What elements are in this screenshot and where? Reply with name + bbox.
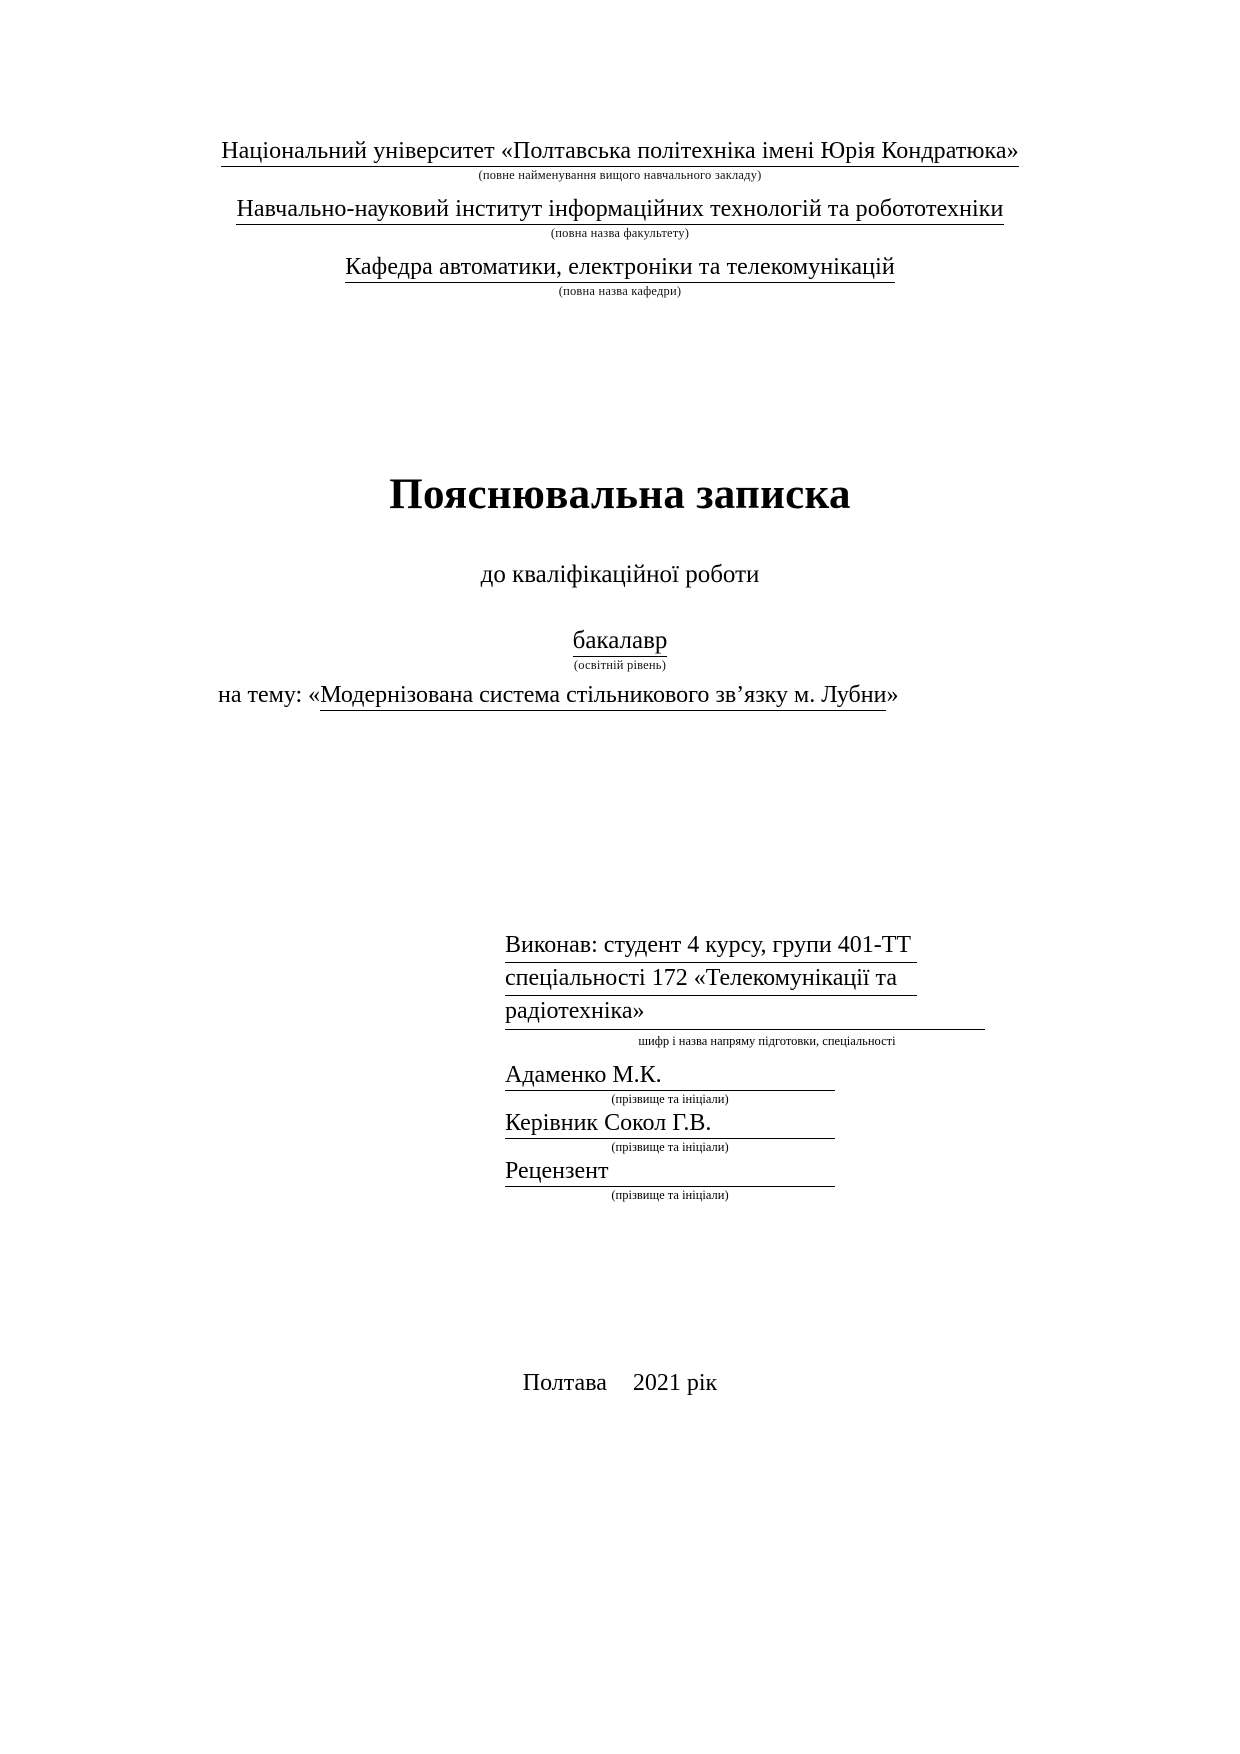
author-details (505, 930, 995, 1049)
supervisor-name: Керівник Сокол Г.В. (505, 1110, 835, 1139)
degree-group (0, 627, 1240, 673)
author-line-1: Виконав: студент 4 курсу, групи 401-ТТ (505, 930, 917, 963)
university-caption: (повне найменування вищого навчального закладу) (478, 168, 762, 182)
topic-suffix: » (886, 682, 899, 708)
faculty-caption: (повна назва факультету) (550, 226, 690, 240)
institution-header (0, 138, 1240, 312)
reviewer-name: Рецензент (505, 1158, 835, 1187)
degree-value: бакалавр (573, 627, 668, 657)
topic-prefix: на тему: « (218, 682, 321, 708)
degree-caption: (освітній рівень) (573, 658, 667, 672)
department-group (0, 254, 1240, 299)
faculty-name: Навчально-науковий інститут інформаційних технологій та робототехніки (236, 196, 1003, 225)
page-title: Пояснювальна записка (389, 471, 851, 518)
author-line-2: спеціальності 172 «Телекомунікації та (505, 963, 917, 996)
title-section (0, 470, 1240, 673)
document-subtitle: до кваліфікаційної роботи (480, 561, 760, 588)
reviewer-name-caption: (прізвище та ініціали) (611, 1188, 729, 1202)
topic-value: Модернізована система стільникового зв’язку м. Лубни (320, 682, 886, 711)
department-caption: (повна назва кафедри) (558, 284, 682, 298)
faculty-group (0, 196, 1240, 241)
department-name: Кафедра автоматики, електроніки та телекомунікацій (345, 254, 895, 283)
specialty-caption: шифр і назва напряму підготовки, спеціальності (638, 1033, 896, 1048)
footer-year: 2021 рік (632, 1370, 718, 1396)
university-line (0, 138, 1240, 167)
student-name: Адаменко М.К. (505, 1062, 835, 1091)
faculty-line (0, 196, 1240, 225)
thesis-topic (218, 682, 1090, 711)
footer-city: Полтава (522, 1370, 607, 1396)
supervisor-name-caption: (прізвище та ініціали) (611, 1140, 729, 1154)
document-footer (0, 1370, 1240, 1397)
department-line (0, 254, 1240, 283)
student-name-caption: (прізвище та ініціали) (611, 1092, 729, 1106)
university-name: Національний університет «Полтавська політехніка імені Юрія Кондратюка» (221, 138, 1019, 167)
university-group (0, 138, 1240, 183)
author-line-3: радіотехніка» (505, 996, 985, 1029)
signature-block (505, 1062, 995, 1206)
